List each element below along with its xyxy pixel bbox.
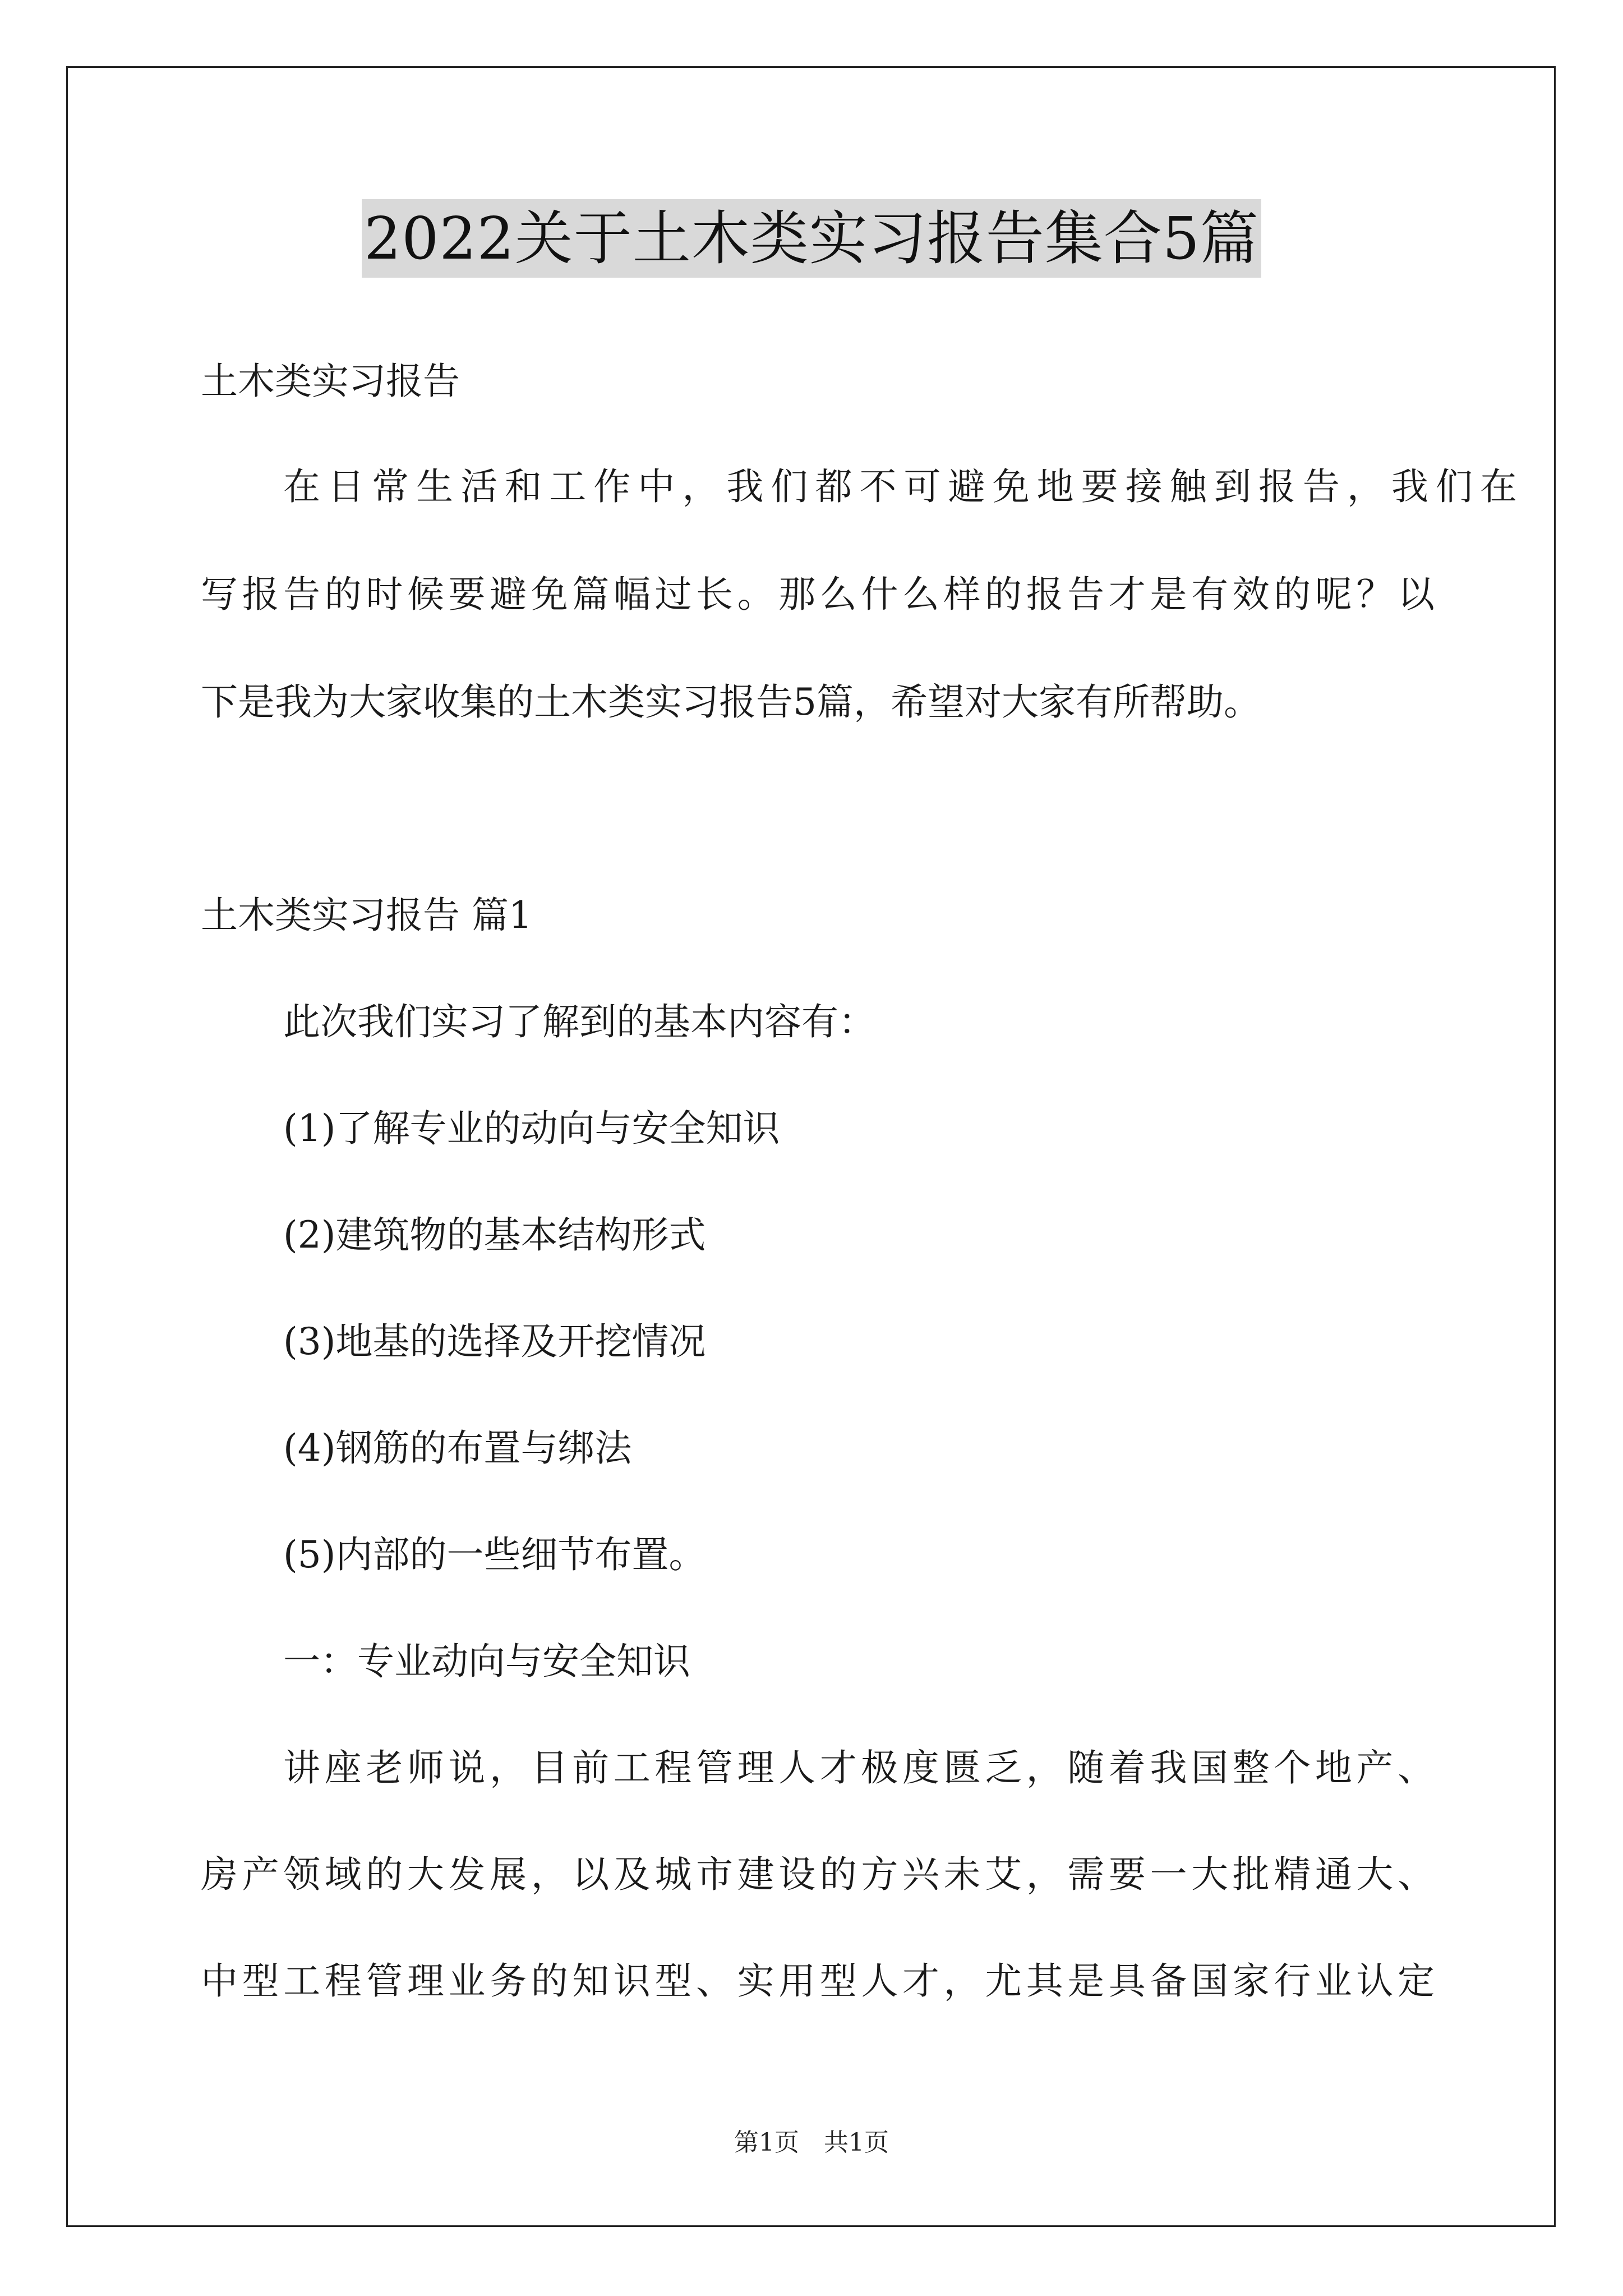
list-item-5: (5)内部的一些细节布置。	[283, 1533, 706, 1576]
page-footer: 第1页 共1页	[734, 2128, 889, 2157]
list-item-1: (1)了解专业的动向与安全知识	[283, 1107, 780, 1150]
list-item-3: (3)地基的选择及开挖情况	[283, 1320, 706, 1363]
intro-line-1: 在日常生活和工作中，我们都不可避免地要接触到报告，我们在	[283, 465, 1517, 508]
document-title: 2022关于土木类实习报告集合5篇	[362, 199, 1261, 278]
body-line-3: 中型工程管理业务的知识型、实用型人才，尤其是具备国家行业认定	[201, 1959, 1435, 2003]
body-line-2: 房产领域的大发展，以及城市建设的方兴未艾，需要一大批精通大、	[201, 1853, 1435, 1896]
body-line-1: 讲座老师说，目前工程管理人才极度匮乏，随着我国整个地产、	[283, 1746, 1435, 1789]
subsection-heading: 一：专业动向与安全知识	[283, 1640, 690, 1683]
list-item-4: (4)钢筋的布置与绑法	[283, 1427, 632, 1470]
section-heading: 土木类实习报告	[201, 360, 460, 403]
intro-line-3: 下是我为大家收集的土木类实习报告5篇，希望对大家有所帮助。	[201, 680, 1261, 724]
list-item-2: (2)建筑物的基本结构形式	[283, 1213, 706, 1257]
title-container	[0, 199, 1623, 278]
paragraph-line: 此次我们实习了解到的基本内容有：	[283, 1000, 875, 1043]
chapter-heading: 土木类实习报告 篇1	[201, 894, 532, 937]
intro-line-2: 写报告的时候要避免篇幅过长。那么什么样的报告才是有效的呢？以	[201, 573, 1435, 616]
